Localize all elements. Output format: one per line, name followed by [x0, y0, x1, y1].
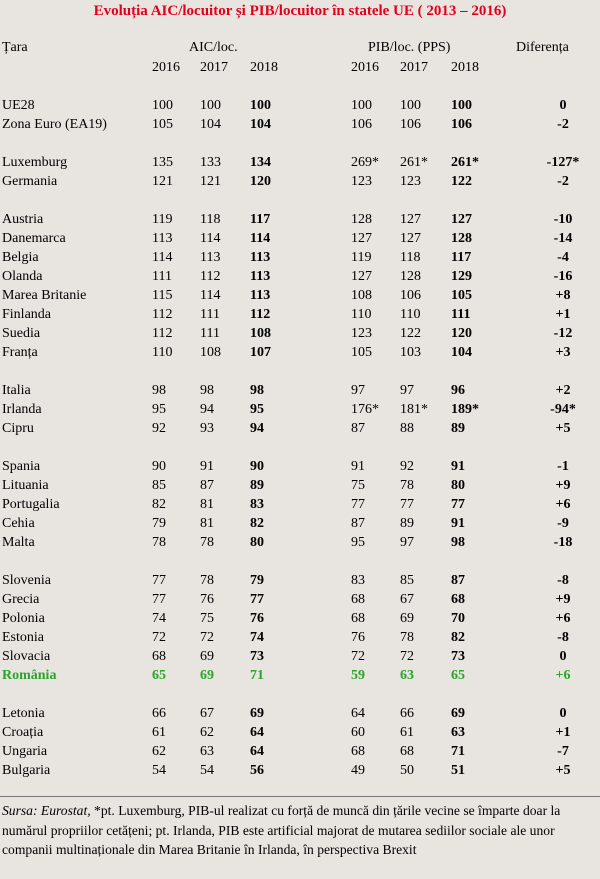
- country-name: Cehia: [2, 516, 35, 531]
- cell-p16: 123: [351, 174, 372, 189]
- cell-a17: 75: [200, 611, 214, 626]
- cell-a17: 72: [200, 630, 214, 645]
- page-title: Evoluția AIC/locuitor și PIB/locuitor în statele UE ( 2013 – 2016): [93, 3, 507, 19]
- cell-diff: +2: [555, 383, 571, 398]
- cell-a16: 95: [152, 402, 166, 417]
- cell-a16: 121: [152, 174, 173, 189]
- cell-p17: 97: [400, 535, 414, 550]
- country-name: Germania: [2, 174, 58, 189]
- header-year: 2017: [200, 60, 228, 75]
- cell-diff: 0: [559, 706, 567, 721]
- cell-p18: 89: [451, 421, 465, 436]
- cell-p17: 69: [400, 611, 414, 626]
- cell-p18: 91: [451, 516, 465, 531]
- cell-diff: +9: [555, 478, 571, 493]
- cell-a17: 114: [200, 288, 221, 303]
- country-name: Portugalia: [2, 497, 60, 512]
- table-row: [0, 383, 600, 402]
- cell-p16: 68: [351, 744, 365, 759]
- cell-a18: 113: [250, 269, 271, 284]
- country-name: Luxemburg: [2, 155, 68, 170]
- table-row: [0, 668, 600, 687]
- table-row: [0, 744, 600, 763]
- cell-p16: 176*: [351, 402, 379, 417]
- cell-p16: 49: [351, 763, 365, 778]
- table-row: [0, 611, 600, 630]
- cell-p16: 68: [351, 611, 365, 626]
- country-name: Estonia: [2, 630, 44, 645]
- country-name: Danemarca: [2, 231, 66, 246]
- cell-a17: 76: [200, 592, 214, 607]
- cell-p17: 67: [400, 592, 414, 607]
- cell-p18: 70: [451, 611, 465, 626]
- cell-a18: 79: [250, 573, 264, 588]
- cell-p17: 106: [400, 117, 421, 132]
- country-name: Belgia: [2, 250, 39, 265]
- cell-p18: 189*: [451, 402, 479, 417]
- table-row: [0, 649, 600, 668]
- cell-a18: 56: [250, 763, 264, 778]
- cell-a16: 112: [152, 326, 173, 341]
- table-row: [0, 763, 600, 782]
- cell-p18: 120: [451, 326, 472, 341]
- cell-p16: 59: [351, 668, 365, 683]
- table-row: [0, 706, 600, 725]
- cell-diff: -12: [553, 326, 573, 341]
- country-name: Zona Euro (EA19): [2, 117, 107, 132]
- cell-p17: 110: [400, 307, 421, 322]
- cell-p17: 92: [400, 459, 414, 474]
- cell-a18: 64: [250, 725, 264, 740]
- cell-p17: 77: [400, 497, 414, 512]
- cell-p18: 65: [451, 668, 465, 683]
- cell-a17: 121: [200, 174, 221, 189]
- cell-a16: 66: [152, 706, 166, 721]
- cell-a18: 77: [250, 592, 264, 607]
- cell-a18: 113: [250, 288, 271, 303]
- cell-p18: 122: [451, 174, 472, 189]
- cell-a17: 54: [200, 763, 214, 778]
- cell-a18: 80: [250, 535, 264, 550]
- table-row: [0, 592, 600, 611]
- cell-diff: -10: [553, 212, 573, 227]
- cell-p18: 71: [451, 744, 465, 759]
- cell-p17: 106: [400, 288, 421, 303]
- cell-p18: 80: [451, 478, 465, 493]
- cell-a16: 98: [152, 383, 166, 398]
- cell-a16: 90: [152, 459, 166, 474]
- cell-p17: 85: [400, 573, 414, 588]
- cell-p18: 51: [451, 763, 465, 778]
- cell-p18: 104: [451, 345, 472, 360]
- cell-p17: 78: [400, 478, 414, 493]
- header-year: 2018: [250, 60, 278, 75]
- cell-a17: 69: [200, 649, 214, 664]
- cell-p16: 97: [351, 383, 365, 398]
- cell-diff: 0: [559, 98, 567, 113]
- source-label: Sursa: Eurostat,: [2, 803, 91, 818]
- cell-diff: -1: [557, 459, 569, 474]
- cell-a18: 120: [250, 174, 271, 189]
- cell-p17: 127: [400, 231, 421, 246]
- table-row: [0, 573, 600, 592]
- cell-a17: 100: [200, 98, 221, 113]
- cell-p16: 83: [351, 573, 365, 588]
- cell-a16: 135: [152, 155, 173, 170]
- cell-a18: 134: [250, 155, 271, 170]
- table-row: [0, 231, 600, 250]
- cell-p18: 127: [451, 212, 472, 227]
- cell-p16: 100: [351, 98, 372, 113]
- header-year: 2017: [400, 60, 428, 75]
- cell-a17: 118: [200, 212, 221, 227]
- cell-a18: 107: [250, 345, 271, 360]
- cell-a18: 90: [250, 459, 264, 474]
- cell-p16: 123: [351, 326, 372, 341]
- cell-p17: 97: [400, 383, 414, 398]
- cell-p18: 117: [451, 250, 472, 265]
- cell-p16: 106: [351, 117, 372, 132]
- cell-p16: 64: [351, 706, 365, 721]
- cell-a16: 100: [152, 98, 173, 113]
- cell-p17: 78: [400, 630, 414, 645]
- header-pib: PIB/loc. (PPS): [368, 40, 451, 55]
- header-year: 2016: [152, 60, 180, 75]
- cell-a18: 64: [250, 744, 264, 759]
- country-name: Ungaria: [2, 744, 48, 759]
- cell-diff: -8: [557, 630, 569, 645]
- cell-diff: -16: [553, 269, 573, 284]
- cell-a16: 54: [152, 763, 166, 778]
- cell-a18: 69: [250, 706, 264, 721]
- cell-diff: -14: [553, 231, 573, 246]
- cell-p17: 88: [400, 421, 414, 436]
- cell-p17: 127: [400, 212, 421, 227]
- cell-diff: -127*: [546, 155, 580, 170]
- cell-a17: 111: [200, 307, 220, 322]
- country-name: Slovenia: [2, 573, 51, 588]
- cell-p16: 68: [351, 592, 365, 607]
- cell-p18: 105: [451, 288, 472, 303]
- cell-p16: 127: [351, 269, 372, 284]
- cell-a16: 85: [152, 478, 166, 493]
- table-row: [0, 345, 600, 364]
- header-aic: AIC/loc.: [189, 40, 238, 55]
- cell-diff: +9: [555, 592, 571, 607]
- cell-a16: 72: [152, 630, 166, 645]
- cell-p17: 63: [400, 668, 414, 683]
- cell-a16: 65: [152, 668, 166, 683]
- table-row: [0, 402, 600, 421]
- cell-p17: 181*: [400, 402, 428, 417]
- cell-p17: 123: [400, 174, 421, 189]
- cell-a16: 92: [152, 421, 166, 436]
- cell-a18: 76: [250, 611, 264, 626]
- cell-a16: 82: [152, 497, 166, 512]
- cell-p16: 95: [351, 535, 365, 550]
- header-year: 2016: [351, 60, 379, 75]
- cell-p17: 66: [400, 706, 414, 721]
- cell-p16: 87: [351, 516, 365, 531]
- cell-a17: 133: [200, 155, 221, 170]
- table-row: [0, 117, 600, 136]
- cell-p18: 77: [451, 497, 465, 512]
- cell-a17: 114: [200, 231, 221, 246]
- cell-p16: 108: [351, 288, 372, 303]
- country-name: Franța: [2, 345, 38, 360]
- table-row: [0, 516, 600, 535]
- cell-p16: 110: [351, 307, 372, 322]
- cell-diff: +3: [555, 345, 571, 360]
- cell-p18: 69: [451, 706, 465, 721]
- cell-a17: 67: [200, 706, 214, 721]
- cell-p18: 96: [451, 383, 465, 398]
- cell-p16: 60: [351, 725, 365, 740]
- table-row: [0, 155, 600, 174]
- cell-p18: 129: [451, 269, 472, 284]
- cell-a18: 100: [250, 98, 271, 113]
- country-name: Lituania: [2, 478, 49, 493]
- country-name: Bulgaria: [2, 763, 51, 778]
- cell-p18: 98: [451, 535, 465, 550]
- cell-diff: +1: [555, 725, 571, 740]
- cell-a16: 77: [152, 573, 166, 588]
- table-row: [0, 98, 600, 117]
- cell-a16: 74: [152, 611, 166, 626]
- country-name: Irlanda: [2, 402, 42, 417]
- cell-p16: 77: [351, 497, 365, 512]
- cell-a17: 81: [200, 516, 214, 531]
- cell-p17: 50: [400, 763, 414, 778]
- cell-a18: 114: [250, 231, 271, 246]
- cell-a16: 111: [152, 269, 172, 284]
- country-name: Olanda: [2, 269, 43, 284]
- cell-diff: +5: [555, 763, 571, 778]
- table-row: [0, 288, 600, 307]
- cell-p18: 68: [451, 592, 465, 607]
- cell-a17: 112: [200, 269, 221, 284]
- cell-p16: 119: [351, 250, 372, 265]
- table-row: [0, 212, 600, 231]
- cell-a16: 110: [152, 345, 173, 360]
- country-name: Cipru: [2, 421, 34, 436]
- cell-diff: +6: [555, 497, 571, 512]
- country-name: UE28: [2, 98, 35, 113]
- cell-p18: 63: [451, 725, 465, 740]
- cell-a17: 62: [200, 725, 214, 740]
- cell-diff: 0: [559, 649, 567, 664]
- cell-diff: +8: [555, 288, 571, 303]
- cell-p18: 73: [451, 649, 465, 664]
- cell-p17: 122: [400, 326, 421, 341]
- table-row: [0, 630, 600, 649]
- country-name: Slovacia: [2, 649, 51, 664]
- cell-p18: 111: [451, 307, 471, 322]
- cell-p17: 72: [400, 649, 414, 664]
- country-name: Malta: [2, 535, 35, 550]
- table-row: [0, 535, 600, 554]
- header-country: Țara: [2, 40, 28, 55]
- country-name: România: [2, 668, 57, 683]
- cell-a17: 98: [200, 383, 214, 398]
- cell-diff: -18: [553, 535, 573, 550]
- cell-diff: -2: [557, 117, 569, 132]
- cell-a17: 91: [200, 459, 214, 474]
- table-row: [0, 269, 600, 288]
- footnote: [2, 801, 596, 860]
- country-name: Polonia: [2, 611, 45, 626]
- table-row: [0, 307, 600, 326]
- cell-a18: 113: [250, 250, 271, 265]
- cell-a17: 93: [200, 421, 214, 436]
- cell-p18: 106: [451, 117, 472, 132]
- table-row: [0, 459, 600, 478]
- table-row: [0, 250, 600, 269]
- cell-p18: 82: [451, 630, 465, 645]
- cell-a18: 112: [250, 307, 271, 322]
- cell-a18: 95: [250, 402, 264, 417]
- cell-a17: 69: [200, 668, 214, 683]
- cell-a16: 79: [152, 516, 166, 531]
- cell-a16: 112: [152, 307, 173, 322]
- country-name: Austria: [2, 212, 44, 227]
- cell-a17: 113: [200, 250, 221, 265]
- cell-p16: 87: [351, 421, 365, 436]
- cell-a18: 89: [250, 478, 264, 493]
- cell-a18: 71: [250, 668, 264, 683]
- cell-a16: 61: [152, 725, 166, 740]
- cell-a16: 105: [152, 117, 173, 132]
- cell-p18: 87: [451, 573, 465, 588]
- table-row: [0, 497, 600, 516]
- cell-p18: 91: [451, 459, 465, 474]
- table-row: [0, 174, 600, 193]
- cell-diff: +5: [555, 421, 571, 436]
- cell-p17: 100: [400, 98, 421, 113]
- table-row: [0, 725, 600, 744]
- country-name: Marea Britanie: [2, 288, 87, 303]
- cell-a16: 115: [152, 288, 173, 303]
- cell-p17: 118: [400, 250, 421, 265]
- cell-a17: 78: [200, 535, 214, 550]
- cell-a16: 78: [152, 535, 166, 550]
- cell-a16: 114: [152, 250, 173, 265]
- table-row: [0, 478, 600, 497]
- cell-a17: 87: [200, 478, 214, 493]
- cell-diff: -4: [557, 250, 569, 265]
- cell-p17: 103: [400, 345, 421, 360]
- cell-a17: 63: [200, 744, 214, 759]
- cell-diff: +6: [555, 668, 571, 683]
- divider: [0, 796, 600, 797]
- cell-a16: 77: [152, 592, 166, 607]
- cell-p16: 128: [351, 212, 372, 227]
- cell-p17: 128: [400, 269, 421, 284]
- cell-diff: +6: [555, 611, 571, 626]
- cell-a18: 94: [250, 421, 264, 436]
- cell-a17: 78: [200, 573, 214, 588]
- cell-a17: 104: [200, 117, 221, 132]
- cell-a16: 68: [152, 649, 166, 664]
- cell-p17: 261*: [400, 155, 428, 170]
- cell-p16: 75: [351, 478, 365, 493]
- cell-a18: 82: [250, 516, 264, 531]
- cell-diff: +1: [555, 307, 571, 322]
- cell-a16: 113: [152, 231, 173, 246]
- cell-a17: 111: [200, 326, 220, 341]
- cell-p17: 89: [400, 516, 414, 531]
- cell-a18: 83: [250, 497, 264, 512]
- cell-a16: 62: [152, 744, 166, 759]
- cell-a18: 104: [250, 117, 271, 132]
- cell-p18: 261*: [451, 155, 479, 170]
- header-diff: Diferența: [516, 40, 569, 55]
- footnote-text: *pt. Luxemburg, PIB-ul realizat cu forță de muncă din țările vecine se împarte doar la numărul propriilor cetățeni; pt. Irlanda, PIB este artificial majorat de mutarea sediilor sociale ale unor companii multinaționale din Marea Britanie în Irlanda, în perspectiva Brexit: [2, 803, 561, 857]
- cell-diff: -9: [557, 516, 569, 531]
- cell-p16: 76: [351, 630, 365, 645]
- country-name: Finlanda: [2, 307, 51, 322]
- table-row: [0, 421, 600, 440]
- cell-p16: 269*: [351, 155, 379, 170]
- country-name: Grecia: [2, 592, 40, 607]
- country-name: Spania: [2, 459, 41, 474]
- cell-p16: 105: [351, 345, 372, 360]
- cell-p16: 72: [351, 649, 365, 664]
- cell-p18: 100: [451, 98, 472, 113]
- cell-diff: -7: [557, 744, 569, 759]
- cell-a17: 94: [200, 402, 214, 417]
- country-name: Letonia: [2, 706, 45, 721]
- country-name: Italia: [2, 383, 31, 398]
- cell-a18: 74: [250, 630, 264, 645]
- country-name: Suedia: [2, 326, 41, 341]
- cell-diff: -8: [557, 573, 569, 588]
- header-year: 2018: [451, 60, 479, 75]
- cell-a18: 98: [250, 383, 264, 398]
- cell-a18: 117: [250, 212, 271, 227]
- cell-p16: 91: [351, 459, 365, 474]
- cell-diff: -2: [557, 174, 569, 189]
- cell-p18: 128: [451, 231, 472, 246]
- table-row: [0, 326, 600, 345]
- country-name: Croația: [2, 725, 44, 740]
- cell-p16: 127: [351, 231, 372, 246]
- cell-p17: 61: [400, 725, 414, 740]
- cell-p17: 68: [400, 744, 414, 759]
- cell-a17: 108: [200, 345, 221, 360]
- cell-a16: 119: [152, 212, 173, 227]
- cell-a18: 108: [250, 326, 271, 341]
- cell-diff: -94*: [550, 402, 576, 417]
- cell-a17: 81: [200, 497, 214, 512]
- cell-a18: 73: [250, 649, 264, 664]
